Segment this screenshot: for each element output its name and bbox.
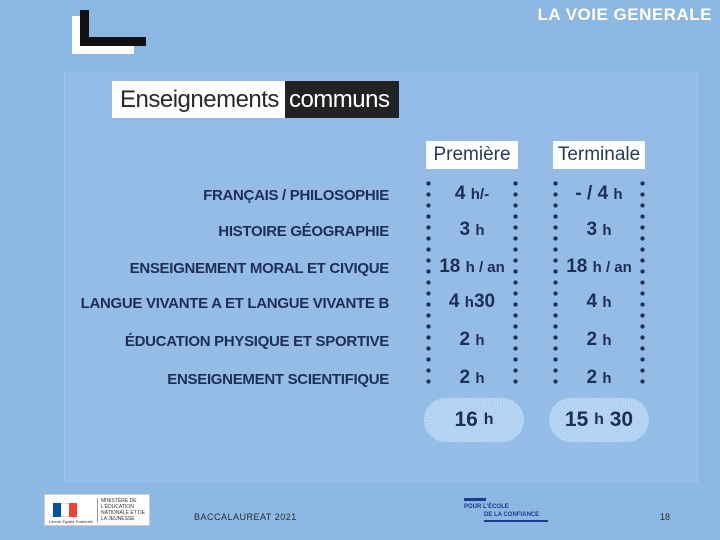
premiere-value: 2 h [459, 329, 485, 350]
flag-red [69, 503, 77, 517]
subject-label: HISTOIRE GÉOGRAPHIE [218, 223, 389, 240]
subject-label: LANGUE VIVANTE A ET LANGUE VIVANTE B [80, 295, 389, 312]
subject-label: ENSEIGNEMENT SCIENTIFIQUE [167, 371, 389, 388]
terminale-value: 3 h [586, 219, 612, 240]
subject-label: ENSEIGNEMENT MORAL ET CIVIQUE [129, 260, 389, 277]
flag-blue [53, 503, 61, 517]
confiance-line2: DE LA CONFIANCE [484, 512, 540, 518]
terminale-value: 2 h [586, 329, 612, 350]
dotted-divider [426, 178, 431, 388]
premiere-value: 18 h / an [439, 256, 505, 277]
heading-part1: Enseignements [112, 81, 285, 118]
footer-text: BACCALAUREAT 2021 [194, 512, 297, 522]
premiere-value: 2 h [459, 367, 485, 388]
premiere-value: 4 h30 [448, 291, 496, 312]
premiere-value: 3 h [459, 219, 485, 240]
dotted-divider [553, 178, 558, 388]
terminale-value: 2 h [586, 367, 612, 388]
panel-heading [112, 81, 399, 118]
terminale-value: - / 4 h [575, 183, 623, 204]
total-terminale: 15 h 30 [549, 398, 649, 442]
ministry-logo [44, 494, 150, 526]
confiance-logo [464, 498, 554, 526]
dotted-divider [513, 178, 518, 388]
flag-white [61, 503, 69, 517]
subject-label: FRANÇAIS / PHILOSOPHIE [203, 187, 389, 204]
page-number: 18 [660, 512, 671, 522]
column-header-terminale: Terminale [553, 141, 645, 169]
confiance-line1: POUR L'ÉCOLE [464, 504, 509, 510]
terminale-value: 4 h [586, 291, 612, 312]
slide-title: LA VOIE GENERALE [537, 5, 712, 24]
flag-caption: Liberté Égalité Fraternité [49, 519, 93, 524]
corner-logo [72, 10, 148, 46]
terminale-value: 18 h / an [566, 256, 632, 277]
premiere-value: 4 h/- [454, 183, 490, 204]
french-flag-icon [53, 503, 77, 517]
subject-label: ÉDUCATION PHYSIQUE ET SPORTIVE [124, 333, 389, 350]
ministry-text: MINISTÈRE DE L'ÉDUCATION NATIONALE ET DE LA JEUNESSE [101, 498, 145, 522]
heading-part2: communs [285, 81, 400, 118]
column-header-premiere: Première [426, 141, 518, 169]
dotted-divider [640, 178, 645, 388]
total-premiere: 16 h [424, 398, 524, 442]
